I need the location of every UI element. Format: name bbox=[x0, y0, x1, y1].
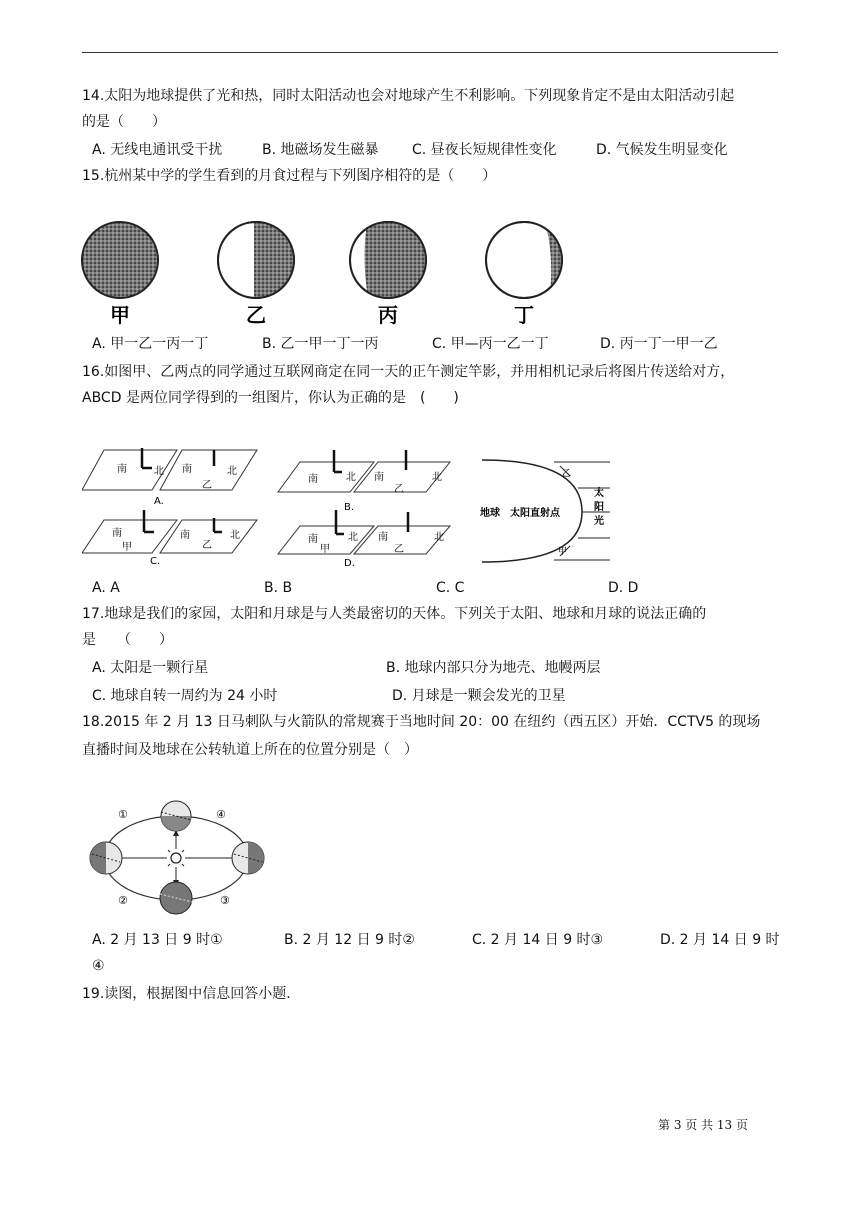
label-bing: 丙 bbox=[378, 303, 398, 327]
panel-c bbox=[82, 510, 257, 567]
pole-shadow-figure bbox=[82, 448, 612, 573]
svg-text:光: 光 bbox=[594, 516, 604, 527]
q15-option-c: C. 甲—丙一乙一丁 bbox=[432, 336, 549, 352]
q16-option-a: A. A bbox=[92, 580, 120, 596]
sunlight-diagram bbox=[480, 460, 610, 562]
svg-text:乙: 乙 bbox=[562, 469, 572, 479]
orbit-figure bbox=[82, 800, 268, 916]
svg-text:北: 北 bbox=[227, 466, 237, 477]
svg-text:南: 南 bbox=[374, 472, 384, 483]
q14-option-d: D. 气候发生明显变化 bbox=[596, 142, 728, 158]
svg-text:地球: 地球 bbox=[480, 508, 500, 519]
svg-text:乙: 乙 bbox=[394, 544, 404, 555]
earth-left bbox=[90, 842, 122, 874]
svg-text:②: ② bbox=[118, 894, 128, 907]
svg-text:甲: 甲 bbox=[122, 542, 132, 553]
svg-text:南: 南 bbox=[117, 464, 127, 475]
q18-stem-line2: 直播时间及地球在公转轨道上所在的位置分别是（ ） bbox=[82, 742, 418, 758]
svg-text:B.: B. bbox=[344, 502, 355, 513]
header-rule bbox=[82, 52, 778, 53]
earth-bottom bbox=[160, 882, 192, 914]
q17-stem-line1: 17.地球是我们的家园，太阳和月球是与人类最密切的天体。下列关于太阳、地球和月球的说法正确的 bbox=[82, 606, 707, 622]
q16-option-c: C. C bbox=[436, 580, 465, 596]
q18-stem-line1: 18.2015 年 2 月 13 日马刺队与火箭队的常规赛于当地时间 20：00 在纽约（西五区）开始．CCTV5 的现场 bbox=[82, 714, 761, 730]
q17-option-c: C. 地球自转一周约为 24 小时 bbox=[92, 688, 278, 704]
q16-option-d: D. D bbox=[608, 580, 639, 596]
eclipse-figure bbox=[78, 218, 568, 328]
svg-text:北: 北 bbox=[230, 530, 240, 541]
q17-option-b: B. 地球内部只分为地壳、地幔两层 bbox=[386, 660, 601, 676]
earth-top bbox=[161, 801, 191, 831]
svg-text:A.: A. bbox=[154, 496, 164, 507]
svg-text:南: 南 bbox=[308, 534, 318, 545]
svg-text:南: 南 bbox=[378, 532, 388, 543]
q15-option-d: D. 丙一丁一甲一乙 bbox=[600, 336, 718, 352]
svg-text:甲: 甲 bbox=[558, 547, 568, 557]
q15-option-a: A. 甲一乙一丙一丁 bbox=[92, 336, 209, 352]
svg-text:乙: 乙 bbox=[202, 480, 212, 491]
svg-text:北: 北 bbox=[348, 532, 358, 543]
q14-option-a: A. 无线电通讯受干扰 bbox=[92, 142, 223, 158]
svg-text:南: 南 bbox=[112, 528, 122, 539]
moon-bing bbox=[350, 218, 430, 308]
svg-text:北: 北 bbox=[346, 472, 356, 483]
svg-text:北: 北 bbox=[154, 466, 164, 477]
q16-stem-line2: ABCD 是两位同学得到的一组图片，你认为正确的是 ( ) bbox=[82, 390, 459, 406]
svg-text:乙: 乙 bbox=[394, 484, 404, 495]
svg-text:南: 南 bbox=[308, 474, 318, 485]
svg-text:③: ③ bbox=[220, 894, 230, 907]
svg-text:①: ① bbox=[118, 808, 128, 821]
label-yi: 乙 bbox=[246, 303, 266, 327]
earth-right bbox=[232, 842, 264, 874]
panel-d bbox=[278, 510, 450, 569]
q15-stem: 15.杭州某中学的学生看到的月食过程与下列图序相符的是（ ） bbox=[82, 168, 497, 184]
page-number: 第 3 页 共 13 页 bbox=[658, 1118, 748, 1132]
svg-text:北: 北 bbox=[434, 532, 444, 543]
svg-text:南: 南 bbox=[180, 530, 190, 541]
label-jia: 甲 bbox=[110, 303, 130, 327]
q18-option-d-wrap: ④ bbox=[92, 958, 105, 974]
q18-option-b: B. 2 月 12 日 9 时② bbox=[284, 932, 415, 948]
svg-text:南: 南 bbox=[182, 464, 192, 475]
svg-text:太: 太 bbox=[594, 488, 604, 499]
q14-stem-line1: 14.太阳为地球提供了光和热，同时太阳活动也会对地球产生不利影响。下列现象肯定不是由太阳活动引起 bbox=[82, 88, 735, 104]
svg-text:④: ④ bbox=[216, 808, 226, 821]
sun-icon bbox=[164, 846, 188, 870]
q16-stem-line1: 16.如图甲、乙两点的同学通过互联网商定在同一天的正午测定竿影，并用相机记录后将图片传送给对方， bbox=[82, 364, 735, 380]
q15-option-b: B. 乙一甲一丁一丙 bbox=[262, 336, 379, 352]
q14-stem-line2: 的是（ ） bbox=[82, 114, 166, 130]
svg-text:甲: 甲 bbox=[320, 544, 330, 555]
q14-option-b: B. 地磁场发生磁暴 bbox=[262, 142, 379, 158]
panel-a bbox=[82, 448, 257, 507]
svg-text:太阳直射点: 太阳直射点 bbox=[510, 508, 560, 519]
svg-text:乙: 乙 bbox=[202, 540, 212, 551]
q19-stem: 19.读图，根据图中信息回答小题． bbox=[82, 986, 301, 1002]
moon-jia bbox=[82, 222, 158, 298]
q18-option-d: D. 2 月 14 日 9 时 bbox=[660, 932, 780, 948]
q14-option-c: C. 昼夜长短规律性变化 bbox=[412, 142, 557, 158]
q16-option-b: B. B bbox=[264, 580, 293, 596]
svg-text:C.: C. bbox=[150, 556, 161, 567]
svg-text:阳: 阳 bbox=[594, 502, 604, 513]
q17-option-d: D. 月球是一颗会发光的卫星 bbox=[392, 688, 566, 704]
svg-text:D.: D. bbox=[344, 558, 355, 569]
q17-option-a: A. 太阳是一颗行星 bbox=[92, 660, 209, 676]
panel-b bbox=[278, 450, 450, 513]
moon-ding bbox=[486, 218, 568, 308]
q17-stem-line2: 是 （ ） bbox=[82, 632, 173, 648]
moon-yi bbox=[218, 218, 296, 308]
svg-text:北: 北 bbox=[432, 472, 442, 483]
q18-option-a: A. 2 月 13 日 9 时① bbox=[92, 932, 223, 948]
label-ding: 丁 bbox=[514, 303, 534, 327]
q18-option-c: C. 2 月 14 日 9 时③ bbox=[472, 932, 604, 948]
